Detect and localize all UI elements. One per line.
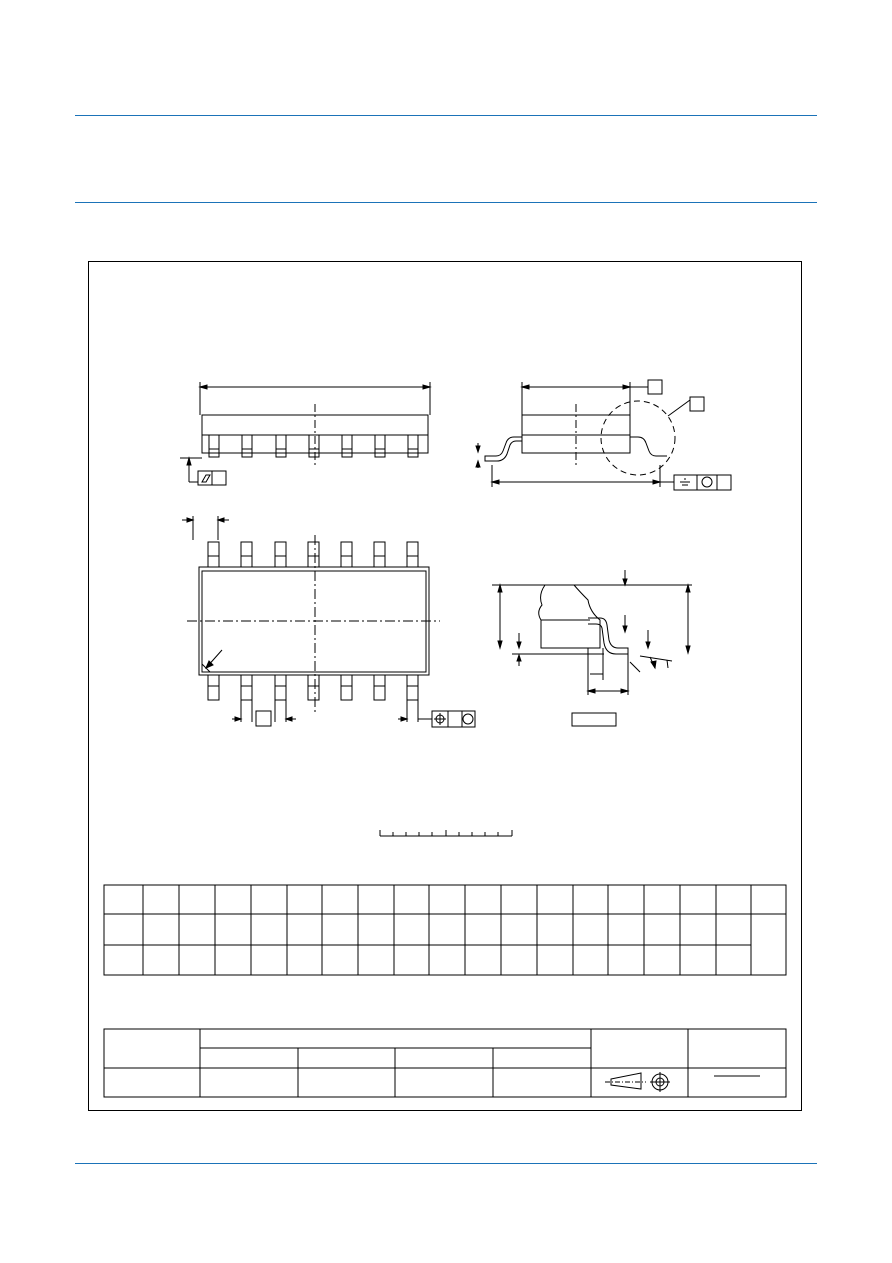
datum-box-a: [648, 380, 662, 394]
detail-caption-box: [572, 713, 616, 726]
flatness-symbol: [202, 475, 210, 482]
plan-lower-leads: [208, 675, 418, 700]
plan-upper-leads: [208, 542, 418, 567]
side-elevation-view: [476, 380, 731, 490]
projection-symbol-icon: [605, 1072, 670, 1092]
top-elevation-view: [180, 382, 430, 485]
detail-label-box: [690, 397, 704, 411]
outline-version-table: [104, 1029, 786, 1097]
plan-view: [182, 516, 475, 727]
top-leads: [209, 435, 418, 457]
lead-detail-view: [492, 570, 692, 726]
detail-circle: [601, 401, 675, 475]
scale-bar: [380, 830, 512, 836]
dimension-table: [104, 885, 786, 975]
pitch-box: [256, 711, 271, 726]
